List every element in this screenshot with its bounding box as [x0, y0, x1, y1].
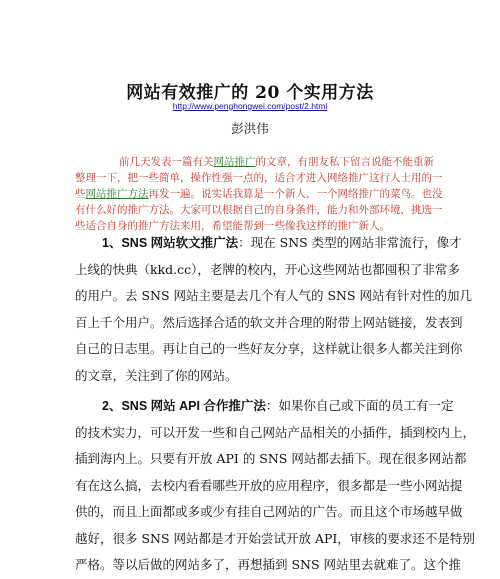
section-heading: 2、SNS 网站 API 合作推广法 — [102, 399, 266, 413]
section-line — [75, 393, 454, 420]
intro-text: 再发一遍。说实话我算是一个新人，一个网络推广的菜鸟。也没 — [148, 188, 443, 200]
intro-line — [75, 186, 443, 202]
section-text: 如果你自己或下面的员工有一定 — [278, 398, 454, 413]
intro-text: 的文章，有朋友私下留言说能不能重新 — [255, 156, 434, 168]
section-sns-api-cooperation — [75, 393, 476, 579]
section-line: 有在这么搞，去校内看看哪些开放的应用程序，很多都是一些小网站提 — [75, 477, 463, 493]
intro-text: 前几天发表一篇有关 — [119, 156, 214, 168]
section-text: ： — [238, 235, 251, 250]
post-url-link[interactable]: http://www.penghongwei.com/post/2.html — [172, 101, 328, 111]
section-text: 现在 SNS 类型的网站非常流行，像才 — [250, 235, 462, 250]
promotion-methods-link[interactable]: 网站推广方法 — [85, 188, 149, 200]
section-line: 百上千个用户。然后选择合适的软文并合理的附带上网站链接，发表到 — [75, 314, 463, 330]
section-line: 的技术实力，可以开发一些和自己网站产品相关的小插件，插到校内上， — [75, 424, 476, 440]
section-line: 的用户。去 SNS 网站主要是去几个有人气的 SNS 网站有针对性的加几 — [75, 288, 473, 303]
website-promotion-link[interactable]: 网站推广 — [213, 156, 256, 168]
author-name: 彭洪伟 — [231, 121, 269, 136]
section-sns-soft-article — [75, 230, 473, 389]
section-text: ： — [265, 398, 279, 413]
section-line: 自己的日志里。再让自己的一些好友分享，这样就让很多人都关注到你 — [75, 341, 463, 356]
document-title: 网站有效推广的 20 个实用方法 — [126, 83, 374, 103]
intro-line: 有什么好的推广方法。大家可以根据自己的自身条件，能力和外部环境，挑选一 — [75, 204, 443, 216]
intro-line: 整理一下，把一些简单，操作性强一点的，适合才进入网络推广这行人士用的一 — [75, 172, 443, 184]
intro-line — [75, 154, 434, 170]
section-line — [75, 230, 462, 257]
section-line: 上线的快典（kkd.cc），老牌的校内，开心这些网站也都囤积了非常多 — [75, 261, 460, 277]
section-line: 的文章，关注到了你的网站。 — [75, 367, 238, 383]
section-heading: 1、SNS 网站软文推广法 — [102, 236, 239, 250]
section-line: 越好，很多 SNS 网站都是才开始尝试开放 API，审核的要求还不是特别 — [75, 530, 475, 546]
section-line: 供的，而且上面都或多或少有挂自己网站的广告。而且这个市场越早做 — [75, 504, 463, 519]
intro-line: 些适合自身的推广方法来用，希望能帮到一些像我这样的推广新人。 — [75, 220, 390, 232]
intro-paragraph — [75, 154, 443, 234]
section-line: 严格。等以后做的网站多了，再想插到 SNS 网站里去就难了。这个推 — [75, 557, 462, 572]
section-line: 插到海内上。只要有开放 API 的 SNS 网站都去插下。现在很多网站都 — [75, 451, 467, 466]
intro-text: 些 — [75, 188, 86, 200]
